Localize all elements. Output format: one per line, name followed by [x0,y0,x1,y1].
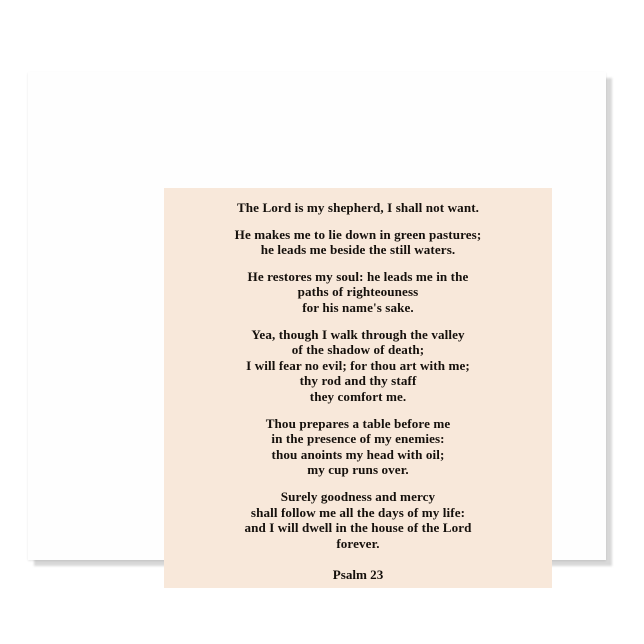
verse-line: he leads me beside the still waters. [260,242,456,258]
verse-line: He restores my soul: he leads me in the [247,268,469,284]
verse-line: Surely goodness and mercy [280,488,436,504]
verse-stanza-6 [164,489,552,551]
verse-line: He makes me to lie down in green pastures; [234,226,482,242]
verse-line: forever. [336,535,380,551]
verse-stanza-2 [164,227,552,258]
verse-line: I will fear no evil; for thou art with me; [246,357,470,373]
verse-stanza-5 [164,416,552,478]
verse-stanza-3 [164,269,552,316]
verse-line: paths of righteouness [297,284,419,300]
verse-line: shall follow me all the days of my life: [250,504,466,520]
scripture-attribution: Psalm 23 [332,567,384,583]
verse-line: for his name's sake. [302,299,414,315]
verse-stanza-4 [164,327,552,405]
verse-stanza-1 [164,200,552,216]
verse-line: and I will dwell in the house of the Lord [244,520,472,536]
verse-line: Thou prepares a table before me [265,415,451,431]
verse-line: thy rod and thy staff [299,373,417,389]
verse-line: of the shadow of death; [291,342,425,358]
photo-print [28,72,606,583]
verse-line: in the presence of my enemies: [271,431,445,447]
artwork-panel [164,188,552,588]
verse-line: The Lord is my shepherd, I shall not want. [236,200,480,215]
verse-line: my cup runs over. [307,462,409,478]
verse-line: Yea, though I walk through the valley [251,326,465,342]
verse-line: thou anoints my head with oil; [271,446,445,462]
verse-line: they comfort me. [309,388,407,404]
